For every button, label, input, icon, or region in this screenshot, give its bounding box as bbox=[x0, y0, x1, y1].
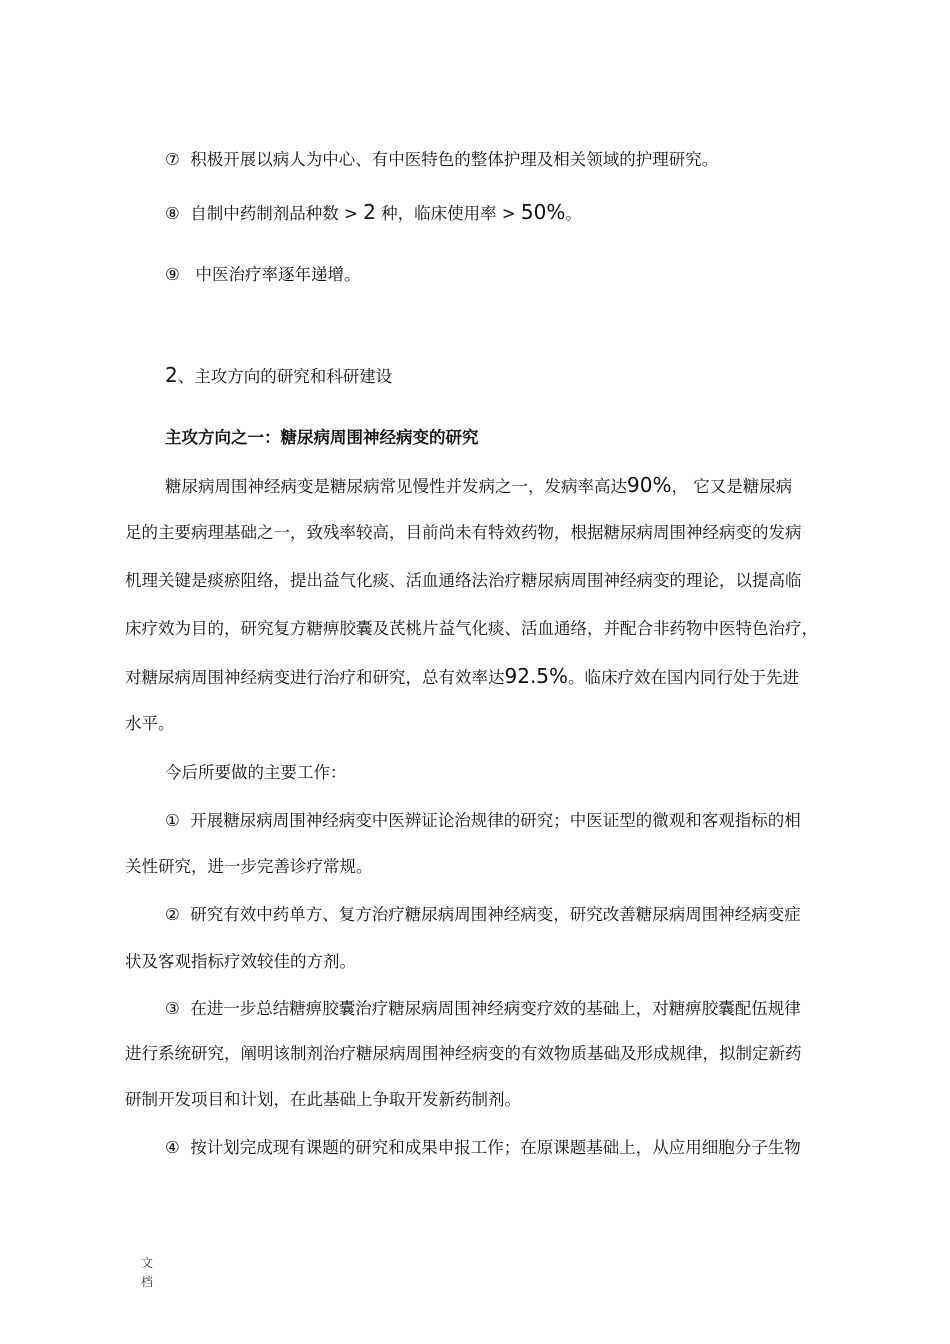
list-item-8 bbox=[165, 200, 582, 226]
task-2-line-2: 状及客观指标疗效较佳的方剂。 bbox=[125, 952, 356, 971]
item-marker: ⑧ bbox=[165, 204, 180, 223]
task-text: 按计划完成现有课题的研究和成果申报工作；在原课题基础上，从应用细胞分子生物 bbox=[190, 1138, 801, 1157]
task-3-line-1 bbox=[165, 997, 801, 1021]
section-number: 2 bbox=[165, 363, 178, 387]
item-text: 积极开展以病人为中心、有中医特色的整体护理及相关领域的护理研究。 bbox=[190, 150, 719, 169]
section-heading-text: 、主攻方向的研究和科研建设 bbox=[177, 367, 393, 386]
section-heading bbox=[165, 363, 392, 389]
task-marker: ③ bbox=[165, 999, 180, 1018]
task-marker: ② bbox=[165, 905, 180, 924]
task-text: 开展糖尿病周围神经病变中医辨证论治规律的研究；中医证型的微观和客观指标的相 bbox=[190, 811, 801, 830]
item-marker: ⑨ bbox=[165, 265, 180, 284]
intro-number: 92.5% bbox=[504, 664, 569, 688]
intro-text: 对糖尿病周围神经病变进行治疗和研究，总有效率达 bbox=[125, 668, 505, 687]
task-marker: ① bbox=[165, 811, 180, 830]
intro-text: ， 它又是糖尿病 bbox=[671, 477, 793, 496]
footer-char: 文 bbox=[140, 1256, 153, 1270]
intro-line-4: 床疗效为目的，研究复方糖痹胶囊及芪桃片益气化痰、活血通络，并配合非药物中医特色治疗， bbox=[125, 619, 818, 638]
list-item-7 bbox=[165, 148, 718, 172]
intro-line-5 bbox=[125, 664, 799, 690]
intro-line-2: 足的主要病理基础之一，致残率较高，目前尚未有特效药物，根据糖尿病周围神经病变的发病 bbox=[125, 523, 802, 542]
item-text: 种，临床使用率 > bbox=[375, 204, 521, 223]
task-2-line-1 bbox=[165, 903, 801, 927]
task-text: 研究有效中药单方、复方治疗糖尿病周围神经病变，研究改善糖尿病周围神经病变症 bbox=[190, 905, 801, 924]
task-1-line-1 bbox=[165, 809, 801, 833]
intro-line-1 bbox=[165, 473, 792, 499]
intro-text: 。临床疗效在国内同行处于先进 bbox=[568, 668, 800, 687]
intro-line-3: 机理关键是痰瘀阻络，提出益气化痰、活血通络法治疗糖尿病周围神经病变的理论，以提高临 bbox=[125, 571, 802, 590]
intro-number: 90% bbox=[627, 473, 672, 497]
item-text: 中医治疗率逐年递增。 bbox=[195, 265, 361, 284]
item-number: 2 bbox=[363, 200, 376, 224]
intro-line-6: 水平。 bbox=[125, 714, 175, 733]
direction-title: 主攻方向之一：糖尿病周围神经病变的研究 bbox=[165, 428, 479, 447]
page-footer bbox=[140, 1254, 154, 1292]
intro-text: 糖尿病周围神经病变是糖尿病常见慢性并发病之一，发病率高达 bbox=[165, 477, 627, 496]
task-3-line-2: 进行系统研究，阐明该制剂治疗糖尿病周围神经病变的有效物质基础及形成规律，拟制定新药 bbox=[125, 1044, 802, 1063]
task-1-line-2: 关性研究，进一步完善诊疗常规。 bbox=[125, 857, 373, 876]
task-3-line-3: 研制开发项目和计划，在此基础上争取开发新药制剂。 bbox=[125, 1090, 521, 1109]
task-4-line-1 bbox=[165, 1136, 801, 1160]
item-text: 。 bbox=[565, 204, 582, 223]
item-text: 自制中药制剂品种数 > bbox=[190, 204, 364, 223]
task-text: 在进一步总结糖痹胶囊治疗糖尿病周围神经病变疗效的基础上，对糖痹胶囊配伍规律 bbox=[190, 999, 801, 1018]
item-number: 50% bbox=[520, 200, 566, 224]
work-heading: 今后所要做的主要工作： bbox=[165, 763, 347, 782]
task-marker: ④ bbox=[165, 1138, 180, 1157]
item-marker: ⑦ bbox=[165, 150, 180, 169]
footer-char: 档 bbox=[140, 1275, 153, 1289]
list-item-9 bbox=[165, 263, 361, 287]
